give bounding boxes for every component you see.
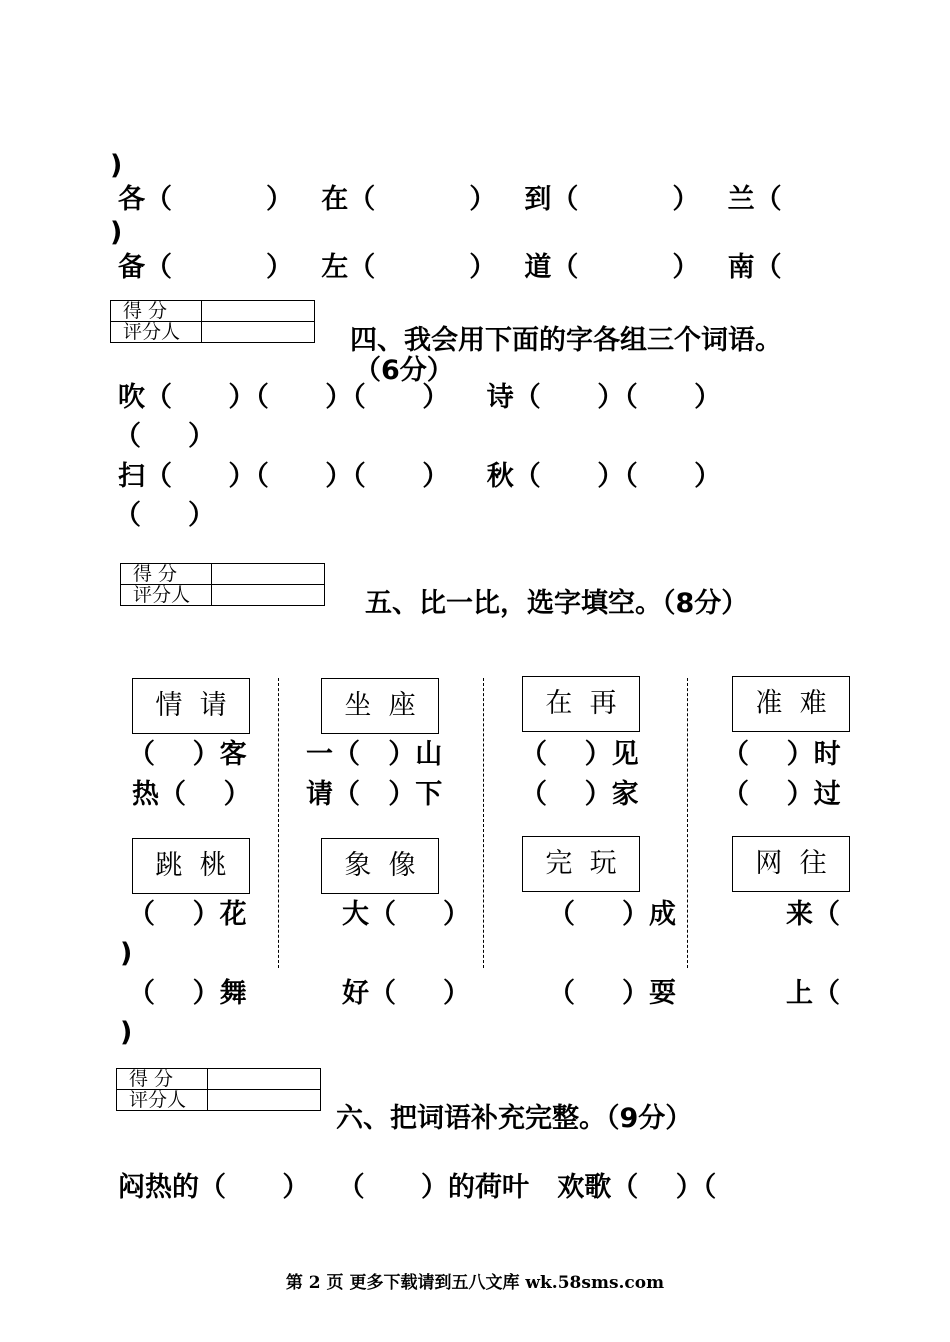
section5-title: 五、比一比，选字填空。（8分）	[365, 588, 749, 619]
fill-blank-zhun-b: （ ）过	[722, 779, 841, 810]
char-pair-box-qing: 情 请	[132, 678, 250, 734]
score-label: 得 分	[117, 1069, 208, 1090]
char-pair-box-zai: 在 再	[522, 676, 640, 732]
grader-label: 评分人	[117, 1090, 208, 1111]
grader-value-cell[interactable]	[208, 1090, 321, 1111]
score-value-cell[interactable]	[208, 1069, 321, 1090]
fill-blank-xiang-b: 好（ ）	[342, 978, 470, 1009]
char-pair-box-wan: 完 玩	[522, 836, 640, 892]
section6-row-1: 闷热的（ ） （ ）的荷叶 欢歌（ ）（	[118, 1172, 717, 1203]
dashed-divider-3	[687, 678, 688, 968]
fill-blank-zai-b: （ ）家	[520, 779, 639, 810]
row-close-paren-1: )	[110, 150, 123, 181]
score-table-4	[110, 300, 315, 343]
fill-blank-zai-a: （ ）见	[520, 739, 639, 770]
score-label: 得 分	[111, 301, 202, 322]
row-bei-zuo-dao-nan: 备（ ） 左（ ） 道（ ） 南（	[118, 252, 782, 283]
section4-points: （6分）	[354, 355, 454, 386]
section4-title: 四、我会用下面的字各组三个词语。	[350, 325, 782, 356]
fill-blank-qing-a: （ ）客	[128, 739, 247, 770]
fill-blank-wang-a: 来（	[786, 899, 840, 930]
grader-label: 评分人	[121, 585, 212, 606]
page-footer: 第 2 页 更多下载请到五八文库 wk.58sms.com	[285, 1273, 665, 1293]
char-pair-box-wang: 网 往	[732, 836, 850, 892]
char-pair-box-tiao: 跳 桃	[132, 838, 250, 894]
row-close-paren-2: )	[110, 217, 123, 248]
fill-blank-wan-a: （ ）成	[548, 899, 676, 930]
fill-blank-zhun-a: （ ）时	[722, 739, 841, 770]
score-value-cell[interactable]	[202, 301, 315, 322]
grader-value-cell[interactable]	[202, 322, 315, 343]
row-ge-zai-dao-lan: 各（ ） 在（ ） 到（ ） 兰（	[118, 184, 782, 215]
fill-blank-zuo-a: 一（ ）山	[306, 739, 443, 770]
section4-row-sao-qiu: 扫（ ）（ ）（ ） 秋（ ）（ ）	[118, 461, 722, 492]
fill-blank-qing-b: 热（ ）	[132, 779, 251, 810]
fill-blank-tiao-b: （ ）舞	[128, 978, 247, 1009]
fill-blank-tiao-a: （ ）花	[128, 899, 247, 930]
fill-blank-wang-b: 上（	[786, 978, 840, 1009]
char-pair-box-zhun: 准 难	[732, 676, 850, 732]
section4-row-chui-shi-cont: （ ）	[114, 421, 215, 452]
fill-blank-zuo-b: 请（ ）下	[306, 779, 443, 810]
section4-row-chui-shi: 吹（ ）（ ）（ ） 诗（ ）（ ）	[118, 382, 722, 413]
section6-title: 六、把词语补充完整。（9分）	[336, 1103, 693, 1134]
score-table-5	[120, 563, 325, 606]
grader-label: 评分人	[111, 322, 202, 343]
dashed-divider-2	[483, 678, 484, 968]
char-pair-box-xiang: 象 像	[321, 838, 439, 894]
row-close-paren-3: )	[120, 938, 133, 969]
score-value-cell[interactable]	[212, 564, 325, 585]
section4-row-sao-qiu-cont: （ ）	[114, 500, 215, 531]
score-table-6	[116, 1068, 321, 1111]
fill-blank-wan-b: （ ）耍	[548, 978, 676, 1009]
fill-blank-xiang-a: 大（ ）	[342, 899, 470, 930]
score-label: 得 分	[121, 564, 212, 585]
row-close-paren-4: )	[120, 1017, 133, 1048]
char-pair-box-zuo: 坐 座	[321, 678, 439, 734]
dashed-divider-1	[278, 678, 279, 968]
grader-value-cell[interactable]	[212, 585, 325, 606]
